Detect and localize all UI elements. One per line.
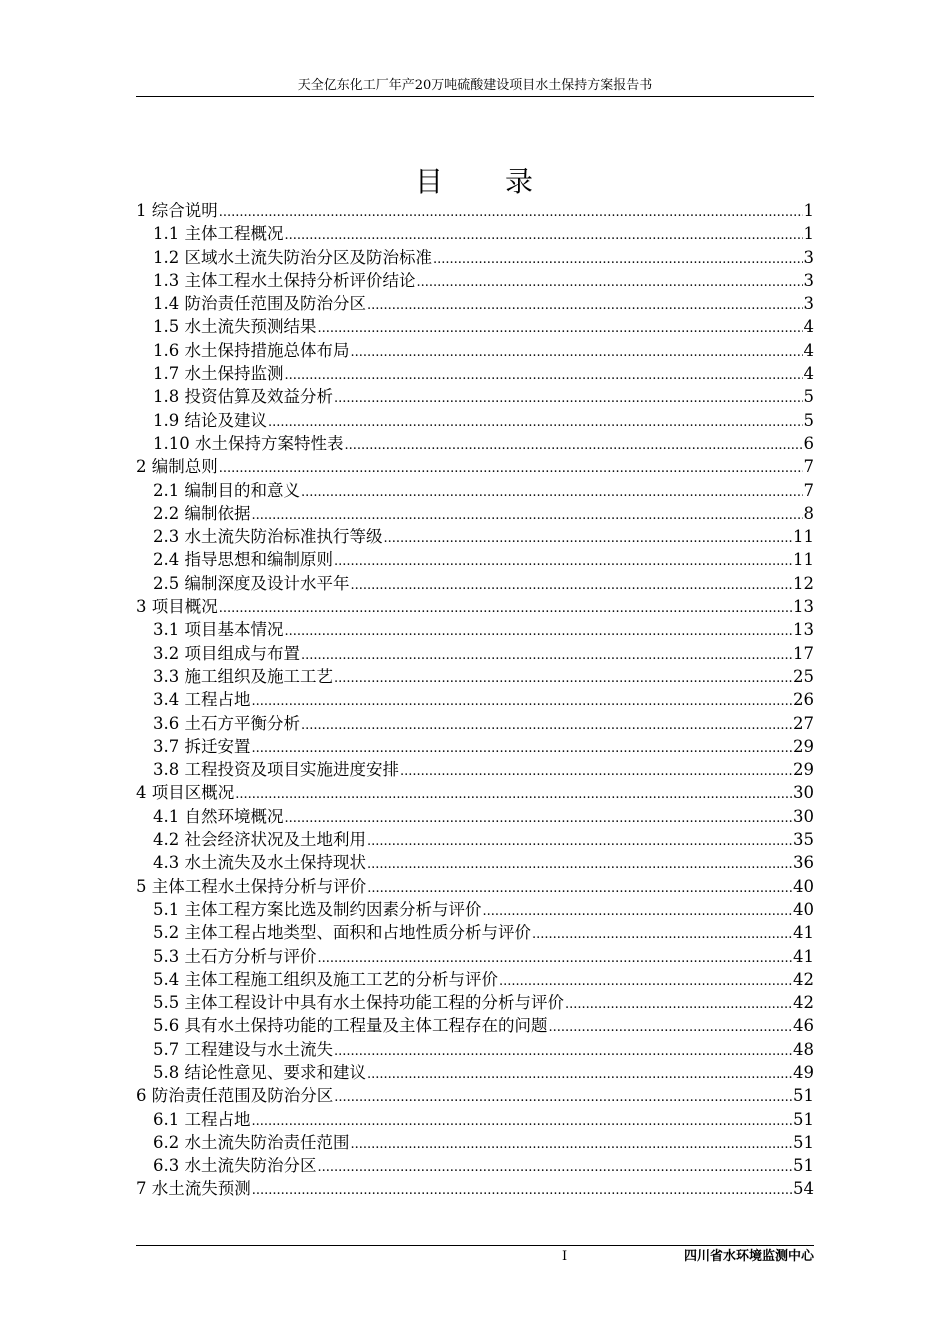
toc-entry[interactable] <box>136 269 814 292</box>
toc-entry[interactable] <box>136 735 814 758</box>
toc-entry[interactable] <box>136 525 814 548</box>
toc-dot-leader <box>344 434 802 457</box>
toc-dot-leader <box>549 1016 793 1039</box>
table-of-contents <box>136 199 814 1201</box>
toc-entry[interactable] <box>136 199 814 222</box>
toc-entry-page: 11 <box>793 527 814 547</box>
toc-entry-page: 6 <box>803 433 814 453</box>
toc-dot-leader <box>301 481 803 504</box>
toc-entry[interactable] <box>136 1177 814 1200</box>
toc-entry-title: 1.8 投资估算及效益分析 <box>153 387 333 407</box>
toc-dot-leader <box>268 411 803 434</box>
toc-entry-title: 7 水土流失预测 <box>136 1179 251 1199</box>
toc-entry-title: 2 编制总则 <box>136 457 218 477</box>
toc-entry[interactable] <box>136 921 814 944</box>
toc-entry-page: 26 <box>793 690 814 710</box>
footer-page-number: I <box>562 1249 568 1264</box>
toc-entry-title: 1.3 主体工程水土保持分析评价结论 <box>153 270 416 290</box>
toc-dot-leader <box>252 504 803 527</box>
toc-entry[interactable] <box>136 246 814 269</box>
toc-entry-title: 5.3 土石方分析与评价 <box>153 946 317 966</box>
toc-entry-page: 12 <box>793 573 814 593</box>
toc-entry[interactable] <box>136 665 814 688</box>
toc-entry[interactable] <box>136 618 814 641</box>
toc-dot-leader <box>252 1179 792 1202</box>
toc-entry-title: 5.8 结论性意见、要求和建议 <box>153 1062 366 1082</box>
toc-entry-page: 30 <box>793 806 814 826</box>
toc-entry-title: 1.4 防治责任范围及防治分区 <box>153 294 366 314</box>
toc-entry[interactable] <box>136 1108 814 1131</box>
toc-entry-title: 3.6 土石方平衡分析 <box>153 713 300 733</box>
toc-entry[interactable] <box>136 385 814 408</box>
toc-entry-title: 1.6 水土保持措施总体布局 <box>153 340 350 360</box>
toc-entry[interactable] <box>136 292 814 315</box>
toc-entry-page: 51 <box>793 1156 814 1176</box>
toc-entry[interactable] <box>136 945 814 968</box>
toc-entry-page: 41 <box>793 923 814 943</box>
toc-dot-leader <box>417 271 803 294</box>
toc-dot-leader <box>301 644 792 667</box>
toc-entry-title: 3.4 工程占地 <box>153 690 251 710</box>
toc-entry[interactable] <box>136 805 814 828</box>
toc-entry[interactable] <box>136 315 814 338</box>
toc-entry-title: 2.3 水土流失防治标准执行等级 <box>153 527 383 547</box>
toc-entry-title: 5.6 具有水土保持功能的工程量及主体工程存在的问题 <box>153 1016 548 1036</box>
toc-entry-page: 51 <box>793 1109 814 1129</box>
toc-dot-leader <box>318 947 793 970</box>
toc-dot-leader <box>334 1086 792 1109</box>
toc-entry-title: 6.1 工程占地 <box>153 1109 251 1129</box>
toc-entry[interactable] <box>136 548 814 571</box>
toc-entry-title: 1.9 结论及建议 <box>153 410 267 430</box>
toc-entry-page: 42 <box>793 993 814 1013</box>
toc-entry-title: 6.2 水土流失防治责任范围 <box>153 1132 350 1152</box>
toc-entry-page: 46 <box>793 1016 814 1036</box>
toc-entry-page: 42 <box>793 969 814 989</box>
toc-entry-title: 4 项目区概况 <box>136 783 235 803</box>
toc-entry-title: 5.7 工程建设与水土流失 <box>153 1039 333 1059</box>
toc-entry-page: 40 <box>793 876 814 896</box>
toc-entry-page: 7 <box>803 480 814 500</box>
toc-dot-leader <box>367 294 803 317</box>
toc-entry-title: 6 防治责任范围及防治分区 <box>136 1086 334 1106</box>
toc-dot-leader <box>285 620 793 643</box>
toc-dot-leader <box>351 1133 793 1156</box>
toc-entry-page: 3 <box>803 270 814 290</box>
toc-entry-page: 11 <box>793 550 814 570</box>
toc-entry[interactable] <box>136 1014 814 1037</box>
toc-entry[interactable] <box>136 595 814 618</box>
toc-entry[interactable] <box>136 339 814 362</box>
toc-dot-leader <box>252 737 793 760</box>
toc-dot-leader <box>351 341 803 364</box>
toc-entry-page: 3 <box>803 294 814 314</box>
toc-entry[interactable] <box>136 502 814 525</box>
toc-entry-title: 1.10 水土保持方案特性表 <box>153 433 344 453</box>
toc-dot-leader <box>334 387 803 410</box>
page-footer <box>136 1245 814 1268</box>
toc-entry-title: 5.4 主体工程施工组织及施工工艺的分析与评价 <box>153 969 498 989</box>
toc-dot-leader <box>499 970 792 993</box>
toc-entry-title: 2.2 编制依据 <box>153 503 251 523</box>
toc-dot-leader <box>532 923 792 946</box>
toc-entry[interactable] <box>136 362 814 385</box>
toc-entry-page: 30 <box>793 783 814 803</box>
toc-dot-leader <box>235 783 792 806</box>
toc-entry-title: 4.2 社会经济状况及土地利用 <box>153 830 366 850</box>
toc-dot-leader <box>285 364 803 387</box>
toc-entry-title: 1.7 水土保持监测 <box>153 364 284 384</box>
toc-entry[interactable] <box>136 898 814 921</box>
toc-dot-leader <box>351 574 793 597</box>
toc-entry[interactable] <box>136 479 814 502</box>
toc-dot-leader <box>367 877 792 900</box>
toc-entry[interactable] <box>136 991 814 1014</box>
toc-entry-page: 4 <box>803 317 814 337</box>
toc-dot-leader <box>252 690 793 713</box>
toc-entry-title: 2.4 指导思想和编制原则 <box>153 550 333 570</box>
page-title: 目 录 <box>414 165 535 198</box>
footer-organization: 四川省水环境监测中心 <box>683 1249 814 1264</box>
toc-entry[interactable] <box>136 851 814 874</box>
toc-entry-page: 4 <box>803 340 814 360</box>
page-header <box>136 76 814 97</box>
toc-entry[interactable] <box>136 712 814 735</box>
toc-entry[interactable] <box>136 572 814 595</box>
toc-entry-title: 1 综合说明 <box>136 201 218 220</box>
toc-entry-page: 29 <box>793 736 814 756</box>
toc-entry[interactable] <box>136 968 814 991</box>
toc-entry[interactable] <box>136 1061 814 1084</box>
toc-entry-title: 2.5 编制深度及设计水平年 <box>153 573 350 593</box>
toc-entry-page: 51 <box>793 1086 814 1106</box>
toc-entry[interactable] <box>136 875 814 898</box>
toc-dot-leader <box>252 1110 793 1133</box>
toc-entry-page: 1 <box>803 224 814 244</box>
toc-entry-title: 4.1 自然环境概况 <box>153 806 284 826</box>
toc-entry-page: 7 <box>803 457 814 477</box>
toc-dot-leader <box>285 224 803 247</box>
toc-entry-page: 5 <box>803 410 814 430</box>
toc-entry-title: 3.2 项目组成与布置 <box>153 643 300 663</box>
toc-entry-title: 1.1 主体工程概况 <box>153 224 284 244</box>
toc-entry-page: 8 <box>803 503 814 523</box>
toc-entry-page: 40 <box>793 899 814 919</box>
toc-dot-leader <box>367 1063 792 1086</box>
toc-entry-title: 5.2 主体工程占地类型、面积和占地性质分析与评价 <box>153 923 531 943</box>
toc-entry-title: 2.1 编制目的和意义 <box>153 480 300 500</box>
toc-entry-title: 1.5 水土流失预测结果 <box>153 317 317 337</box>
toc-entry-title: 5.5 主体工程设计中具有水土保持功能工程的分析与评价 <box>153 993 564 1013</box>
toc-entry-page: 1 <box>803 201 814 220</box>
toc-entry[interactable] <box>136 432 814 455</box>
toc-entry[interactable] <box>136 455 814 478</box>
toc-dot-leader <box>334 550 792 573</box>
toc-dot-leader <box>318 317 803 340</box>
toc-entry[interactable] <box>136 222 814 245</box>
toc-entry-title: 4.3 水土流失及水土保持现状 <box>153 853 366 873</box>
toc-dot-leader <box>483 900 793 923</box>
toc-entry-title: 6.3 水土流失防治分区 <box>153 1156 317 1176</box>
toc-dot-leader <box>219 597 792 620</box>
toc-dot-leader <box>384 527 793 550</box>
toc-entry-page: 35 <box>793 830 814 850</box>
toc-entry-page: 25 <box>793 666 814 686</box>
toc-entry-page: 54 <box>793 1179 814 1199</box>
toc-dot-leader <box>219 457 803 480</box>
toc-entry-title: 5.1 主体工程方案比选及制约因素分析与评价 <box>153 899 482 919</box>
toc-entry[interactable] <box>136 642 814 665</box>
toc-entry-page: 49 <box>793 1062 814 1082</box>
toc-dot-leader <box>318 1156 793 1179</box>
toc-entry-title: 1.2 区域水土流失防治分区及防治标准 <box>153 247 432 267</box>
toc-entry-page: 27 <box>793 713 814 733</box>
toc-entry-page: 13 <box>793 620 814 640</box>
toc-entry-page: 29 <box>793 760 814 780</box>
toc-entry[interactable] <box>136 1038 814 1061</box>
toc-entry-title: 3.3 施工组织及施工工艺 <box>153 666 333 686</box>
toc-dot-leader <box>334 1040 792 1063</box>
toc-dot-leader <box>219 201 803 224</box>
toc-entry-page: 3 <box>803 247 814 267</box>
toc-dot-leader <box>285 807 793 830</box>
toc-entry[interactable] <box>136 1154 814 1177</box>
toc-dot-leader <box>565 993 792 1016</box>
toc-entry-page: 4 <box>803 364 814 384</box>
toc-entry-title: 3.1 项目基本情况 <box>153 620 284 640</box>
toc-dot-leader <box>367 853 792 876</box>
toc-dot-leader <box>367 830 792 853</box>
toc-entry[interactable] <box>136 758 814 781</box>
toc-dot-leader <box>400 760 792 783</box>
toc-entry[interactable] <box>136 828 814 851</box>
toc-entry-page: 17 <box>793 643 814 663</box>
toc-entry-page: 41 <box>793 946 814 966</box>
toc-entry-title: 3.8 工程投资及项目实施进度安排 <box>153 760 399 780</box>
toc-entry-page: 51 <box>793 1132 814 1152</box>
toc-dot-leader <box>334 667 792 690</box>
toc-dot-leader <box>301 714 792 737</box>
toc-entry-page: 48 <box>793 1039 814 1059</box>
toc-entry-page: 5 <box>803 387 814 407</box>
toc-entry[interactable] <box>136 409 814 432</box>
toc-entry[interactable] <box>136 781 814 804</box>
toc-entry-title: 3 项目概况 <box>136 597 218 617</box>
toc-dot-leader <box>433 248 803 271</box>
toc-entry[interactable] <box>136 688 814 711</box>
toc-entry[interactable] <box>136 1084 814 1107</box>
toc-entry-page: 36 <box>793 853 814 873</box>
header-text: 天全亿东化工厂年产20万吨硫酸建设项目水土保持方案报告书 <box>297 78 653 93</box>
toc-entry-title: 3.7 拆迁安置 <box>153 736 251 756</box>
toc-entry-page: 13 <box>793 597 814 617</box>
toc-entry[interactable] <box>136 1131 814 1154</box>
toc-entry-title: 5 主体工程水土保持分析与评价 <box>136 876 367 896</box>
